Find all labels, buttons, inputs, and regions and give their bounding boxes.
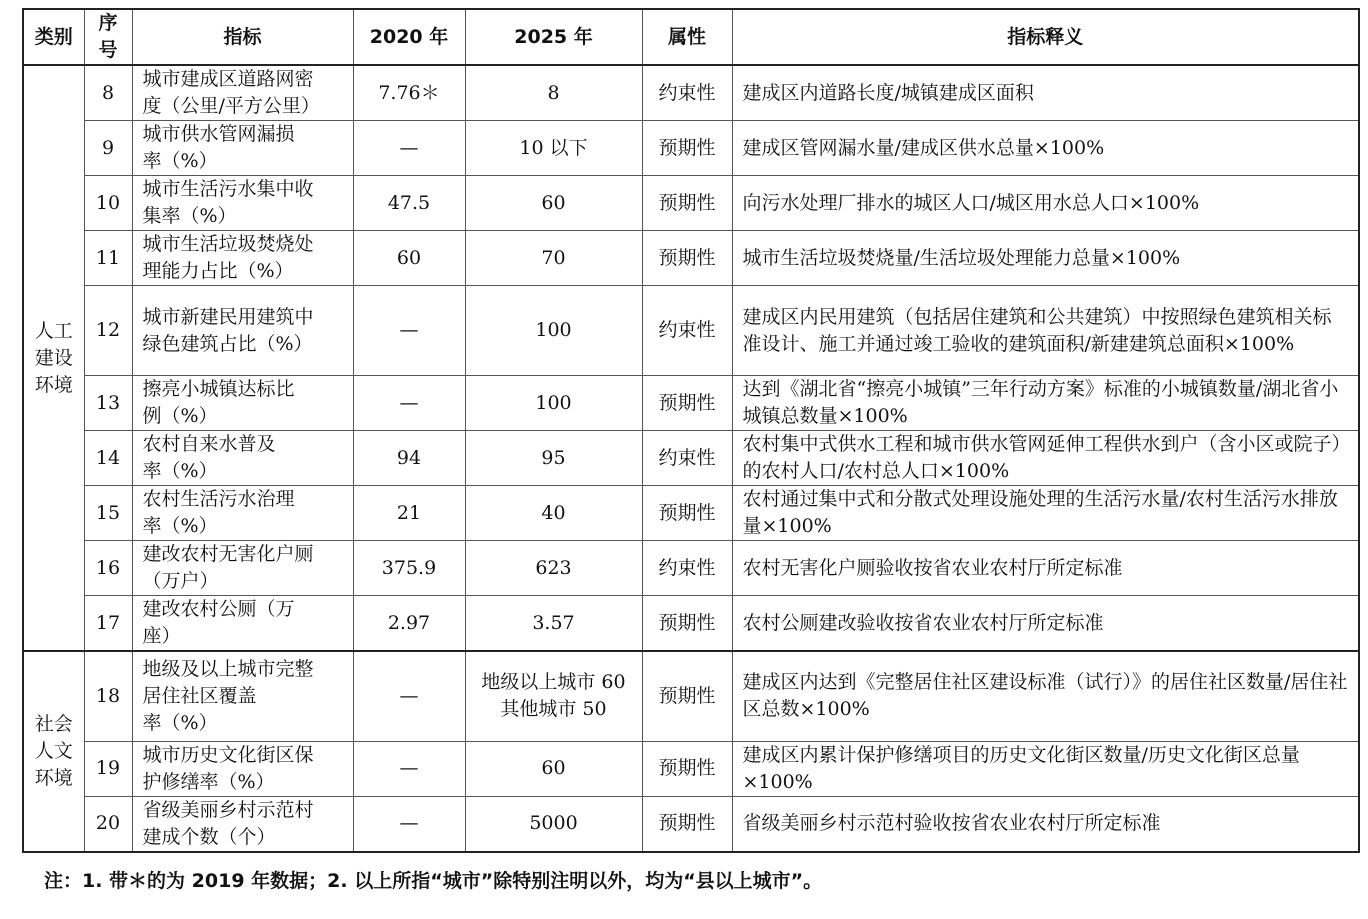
header-category: 类别 (23, 9, 84, 65)
value-2020-cell: — (353, 651, 465, 741)
definition-cell: 省级美丽乡村示范村验收按省农业农村厅所定标准 (732, 796, 1359, 852)
attribute-cell: 预期性 (642, 231, 732, 286)
indicator-cell: 擦亮小城镇达标比 例（%） (132, 376, 353, 431)
number-cell: 19 (84, 741, 132, 796)
table-row (23, 651, 1359, 741)
value-2025-cell: 5000 (465, 796, 642, 852)
number-cell: 17 (84, 596, 132, 652)
value-2025-cell: 3.57 (465, 596, 642, 652)
number-cell: 9 (84, 121, 132, 176)
value-2025-cell: 100 (465, 376, 642, 431)
definition-cell: 建成区内累计保护修缮项目的历史文化街区数量/历史文化街区总量×100% (732, 741, 1359, 796)
value-2020-cell: — (353, 286, 465, 376)
indicator-cell: 城市建成区道路网密 度（公里/平方公里） (132, 65, 353, 121)
header-2020: 2020 年 (353, 9, 465, 65)
definition-cell: 建成区管网漏水量/建成区供水总量×100% (732, 121, 1359, 176)
table-row (23, 741, 1359, 796)
attribute-cell: 预期性 (642, 651, 732, 741)
value-2020-cell: 60 (353, 231, 465, 286)
value-2020-cell: 7.76＊ (353, 65, 465, 121)
definition-cell: 农村公厕建改验收按省农业农村厅所定标准 (732, 596, 1359, 652)
value-2025-cell: 10 以下 (465, 121, 642, 176)
attribute-cell: 约束性 (642, 431, 732, 486)
header-attribute: 属性 (642, 9, 732, 65)
table-row (23, 376, 1359, 431)
table-row (23, 176, 1359, 231)
number-cell: 16 (84, 541, 132, 596)
indicator-cell: 省级美丽乡村示范村 建成个数（个） (132, 796, 353, 852)
value-2025-cell: 95 (465, 431, 642, 486)
footnote: 注：1. 带＊的为 2019 年数据；2. 以上所指“城市”除特别注明以外，均为“县以上城市”。 (44, 870, 823, 892)
definition-cell: 城市生活垃圾焚烧量/生活垃圾处理能力总量×100% (732, 231, 1359, 286)
table-row (23, 796, 1359, 852)
value-2020-cell: 21 (353, 486, 465, 541)
definition-cell: 农村无害化户厕验收按省农业农村厅所定标准 (732, 541, 1359, 596)
value-2025-cell: 60 (465, 176, 642, 231)
value-2025-cell: 100 (465, 286, 642, 376)
table-row (23, 121, 1359, 176)
definition-cell: 向污水处理厂排水的城区人口/城区用水总人口×100% (732, 176, 1359, 231)
value-2025-cell: 70 (465, 231, 642, 286)
number-cell: 8 (84, 65, 132, 121)
attribute-cell: 预期性 (642, 741, 732, 796)
indicator-cell: 城市历史文化街区保 护修缮率（%） (132, 741, 353, 796)
table-header-row (23, 9, 1359, 65)
attribute-cell: 预期性 (642, 376, 732, 431)
value-2020-cell: — (353, 741, 465, 796)
table-row (23, 231, 1359, 286)
value-2025-cell: 8 (465, 65, 642, 121)
attribute-cell: 约束性 (642, 65, 732, 121)
indicator-cell: 城市供水管网漏损 率（%） (132, 121, 353, 176)
value-2020-cell: 2.97 (353, 596, 465, 652)
number-cell: 13 (84, 376, 132, 431)
indicator-table (22, 8, 1360, 853)
table-row (23, 541, 1359, 596)
table-row (23, 286, 1359, 376)
value-2025-cell: 623 (465, 541, 642, 596)
definition-cell: 建成区内达到《完整居住社区建设标准（试行）》的居住社区数量/居住社区总数×100% (732, 651, 1359, 741)
attribute-cell: 预期性 (642, 486, 732, 541)
indicator-cell: 地级及以上城市完整 居住社区覆盖 率（%） (132, 651, 353, 741)
value-2020-cell: 47.5 (353, 176, 465, 231)
header-2025: 2025 年 (465, 9, 642, 65)
value-2020-cell: — (353, 796, 465, 852)
definition-cell: 农村通过集中式和分散式处理设施处理的生活污水量/农村生活污水排放量×100% (732, 486, 1359, 541)
definition-cell: 建成区内道路长度/城镇建成区面积 (732, 65, 1359, 121)
indicator-cell: 建改农村公厕（万 座） (132, 596, 353, 652)
value-2020-cell: 94 (353, 431, 465, 486)
number-cell: 10 (84, 176, 132, 231)
number-cell: 14 (84, 431, 132, 486)
number-cell: 18 (84, 651, 132, 741)
attribute-cell: 约束性 (642, 541, 732, 596)
attribute-cell: 预期性 (642, 596, 732, 652)
category-cell: 社会 人文 环境 (23, 651, 84, 852)
number-cell: 15 (84, 486, 132, 541)
indicator-cell: 城市新建民用建筑中 绿色建筑占比（%） (132, 286, 353, 376)
value-2025-cell: 地级以上城市 60 其他城市 50 (465, 651, 642, 741)
attribute-cell: 约束性 (642, 286, 732, 376)
number-cell: 12 (84, 286, 132, 376)
indicator-cell: 农村生活污水治理 率（%） (132, 486, 353, 541)
definition-cell: 建成区内民用建筑（包括居住建筑和公共建筑）中按照绿色建筑相关标准设计、施工并通过竣工验收的建筑面积/新建建筑总面积×100% (732, 286, 1359, 376)
header-number: 序号 (84, 9, 132, 65)
attribute-cell: 预期性 (642, 176, 732, 231)
indicator-cell: 城市生活垃圾焚烧处 理能力占比（%） (132, 231, 353, 286)
value-2020-cell: 375.9 (353, 541, 465, 596)
number-cell: 20 (84, 796, 132, 852)
table-row (23, 596, 1359, 652)
value-2025-cell: 60 (465, 741, 642, 796)
number-cell: 11 (84, 231, 132, 286)
table-row (23, 431, 1359, 486)
value-2020-cell: — (353, 376, 465, 431)
definition-cell: 达到《湖北省“擦亮小城镇”三年行动方案》标准的小城镇数量/湖北省小城镇总数量×100% (732, 376, 1359, 431)
category-cell: 人工 建设 环境 (23, 65, 84, 651)
definition-cell: 农村集中式供水工程和城市供水管网延伸工程供水到户（含小区或院子）的农村人口/农村总人口×100% (732, 431, 1359, 486)
value-2020-cell: — (353, 121, 465, 176)
header-indicator: 指标 (132, 9, 353, 65)
header-definition: 指标释义 (732, 9, 1359, 65)
attribute-cell: 预期性 (642, 121, 732, 176)
attribute-cell: 预期性 (642, 796, 732, 852)
table-row (23, 65, 1359, 121)
indicator-cell: 农村自来水普及 率（%） (132, 431, 353, 486)
indicator-cell: 城市生活污水集中收 集率（%） (132, 176, 353, 231)
indicator-cell: 建改农村无害化户厕 （万户） (132, 541, 353, 596)
table-row (23, 486, 1359, 541)
value-2025-cell: 40 (465, 486, 642, 541)
